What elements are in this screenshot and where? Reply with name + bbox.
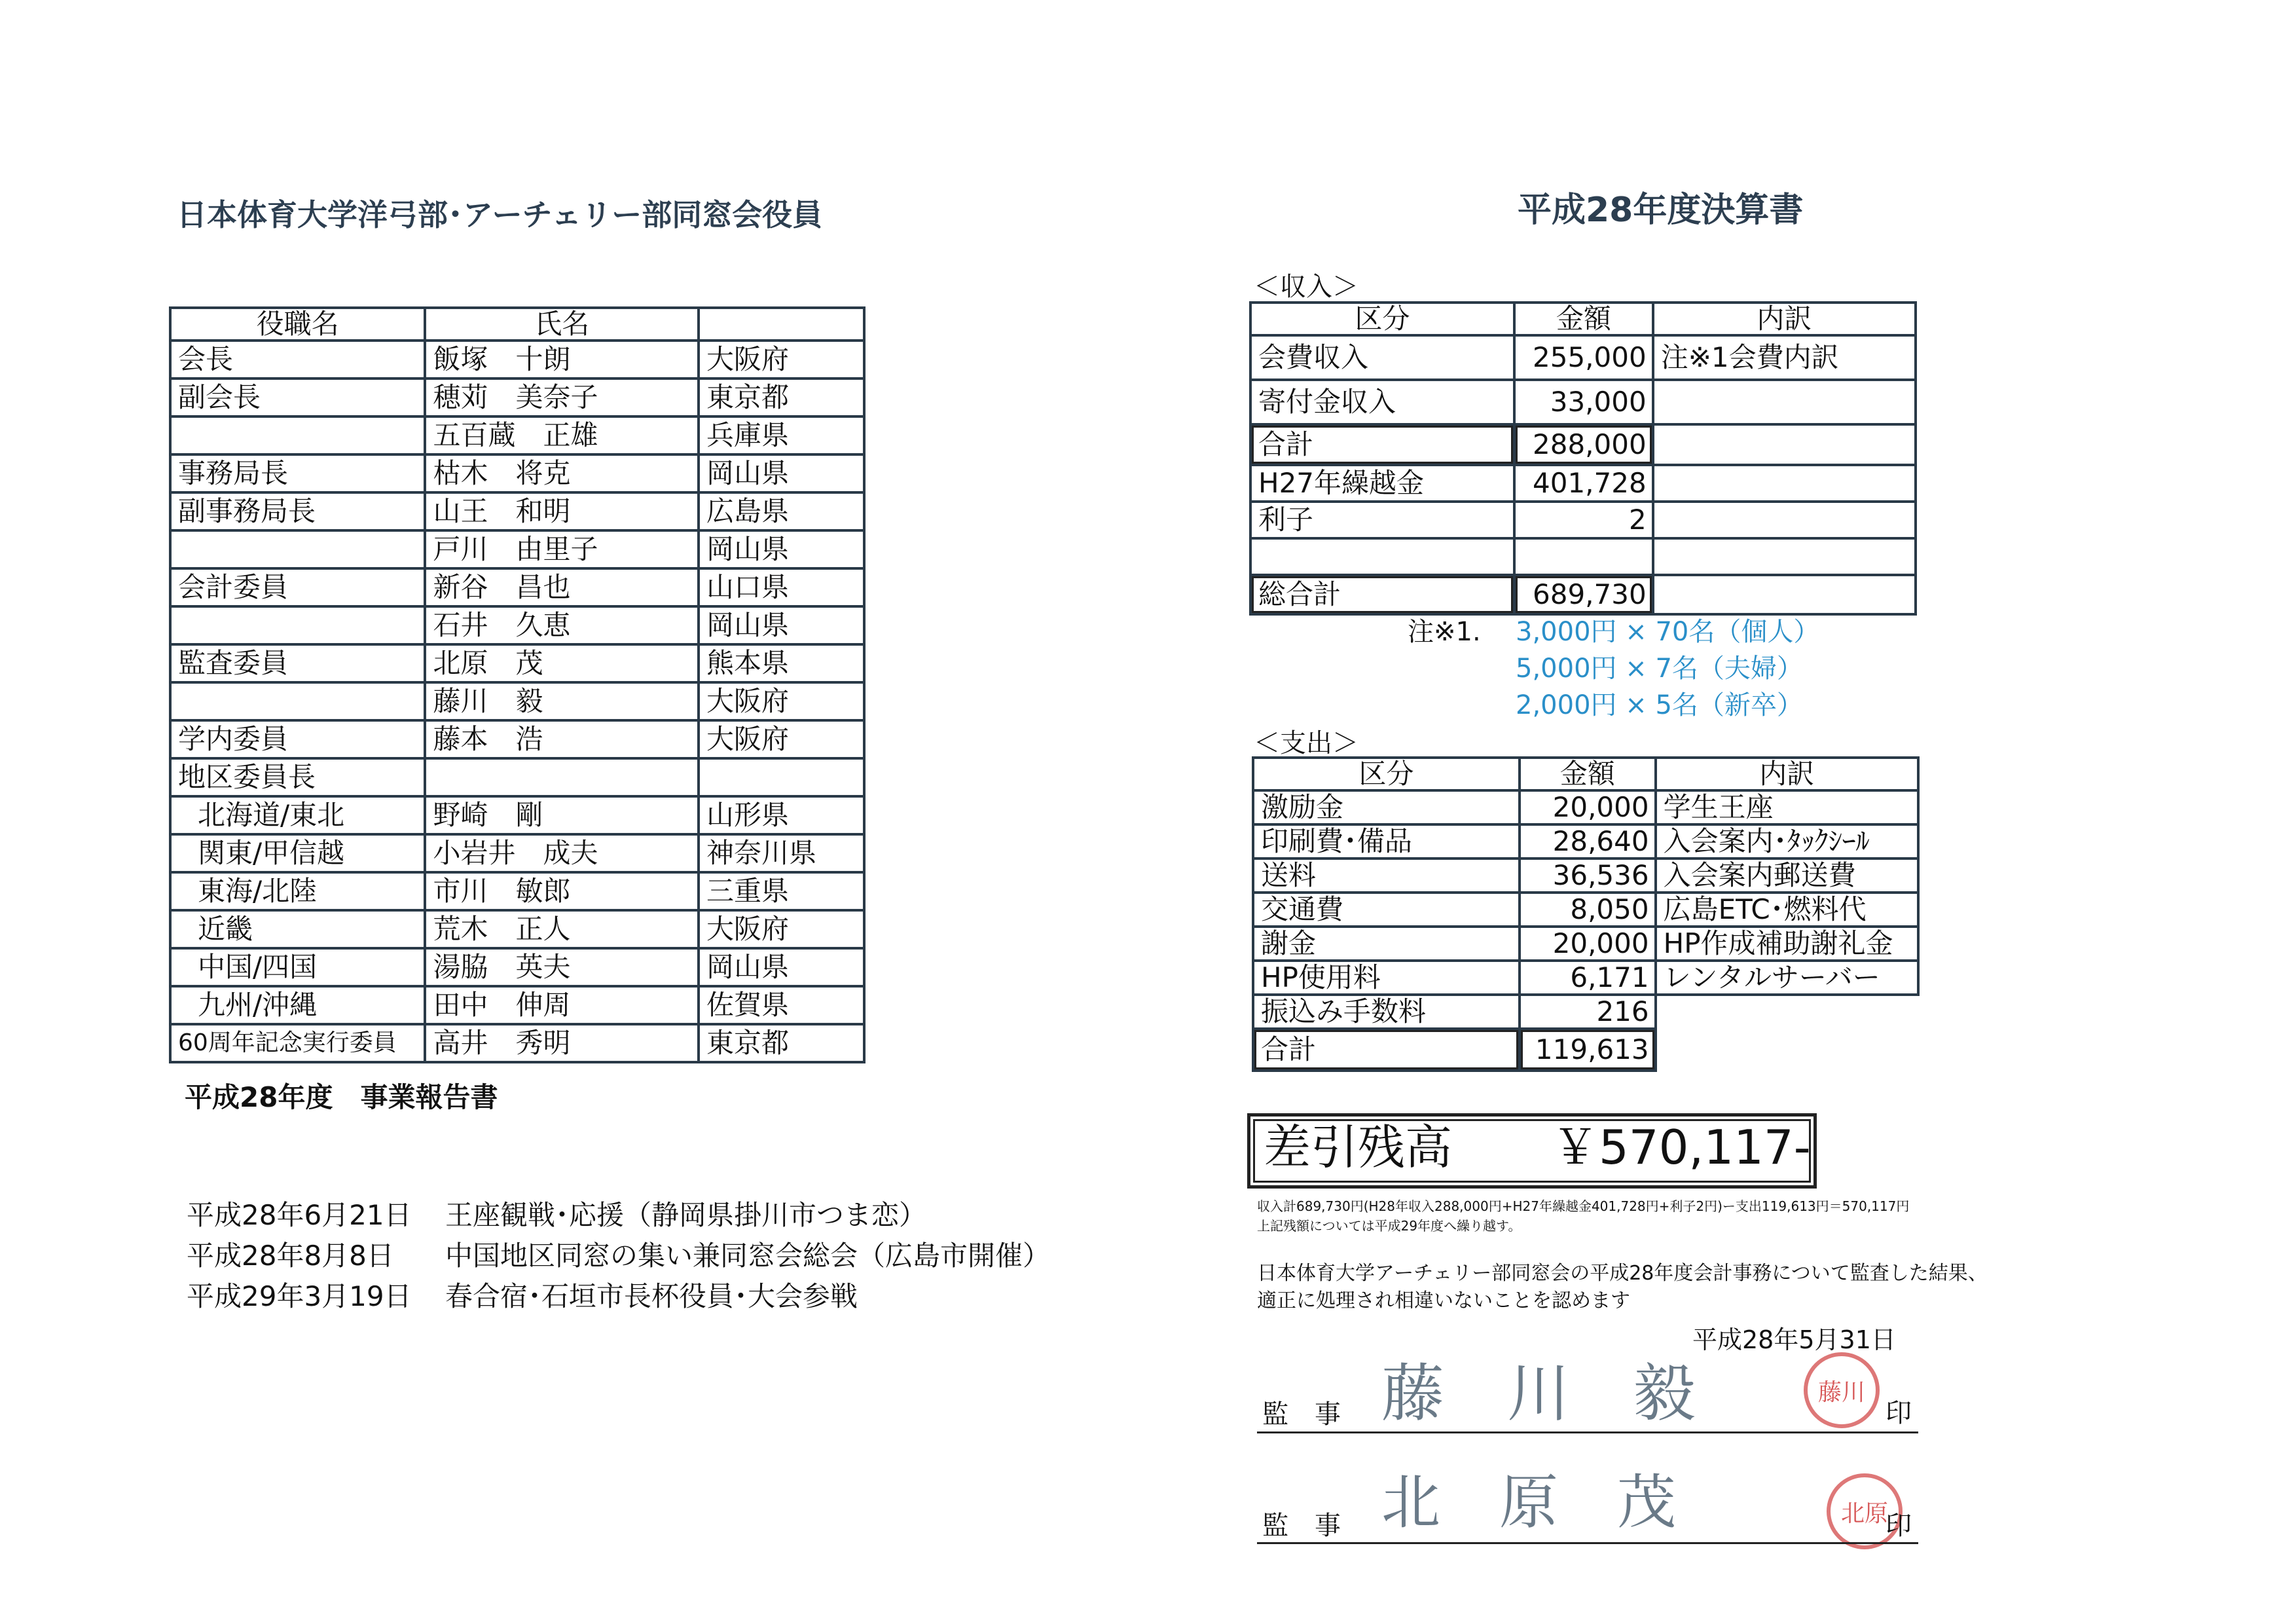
name-header: 氏名 [425,308,699,341]
category-header: 区分 [1253,758,1520,790]
report-title: 平成28年度 事業報告書 [185,1081,498,1113]
breakdown-cell [1656,1029,1918,1071]
auditor-1-seal-mark: 印 [1886,1398,1912,1428]
note-label: 注※1. [1408,617,1481,647]
name-cell: 戸川 由里子 [425,530,699,568]
breakdown-cell [1653,575,1916,614]
position-cell: 60周年記念実行委員 [170,1024,425,1062]
position-cell: 事務局長 [170,454,425,492]
name-cell: 新谷 昌也 [425,568,699,606]
auditor-2-signature: 北 原 茂 [1381,1468,1676,1537]
position-cell: 学内委員 [170,720,425,758]
region-cell: 大阪府 [699,682,864,720]
category-cell: 印刷費･備品 [1253,824,1520,858]
amount-cell: 20,000 [1520,790,1656,824]
position-cell [170,606,425,644]
region-cell: 神奈川県 [699,834,864,872]
balance-note-2: 上記残額については平成29年度へ繰り越す。 [1257,1218,1522,1234]
name-cell: 荒木 正人 [425,910,699,948]
region-cell: 大阪府 [699,720,864,758]
position-cell: 監査委員 [170,644,425,682]
officers-table [169,306,866,1063]
amount-header: 金額 [1514,303,1653,335]
region-cell: 広島県 [699,492,864,530]
name-cell: 小岩井 成夫 [425,834,699,872]
table-row [1250,502,1916,538]
position-cell: 近畿 [170,910,425,948]
amount-cell: 33,000 [1514,380,1653,424]
region-cell [699,758,864,796]
auditor-1-line [1257,1431,1918,1433]
breakdown-cell [1653,380,1916,424]
table-row [170,378,864,416]
region-header [699,308,864,341]
category-cell: 振込み手数料 [1253,995,1520,1029]
category-cell: 合計 [1250,424,1514,465]
category-cell: 会費収入 [1250,335,1514,380]
amount-cell: 255,000 [1514,335,1653,380]
table-row [170,796,864,834]
position-cell [170,416,425,454]
region-cell: 大阪府 [699,910,864,948]
amount-cell: 689,730 [1514,575,1653,614]
settlement-title: 平成28年度決算書 [1518,191,1804,230]
category-cell: 交通費 [1253,893,1520,927]
table-row [1250,424,1916,465]
region-cell: 岡山県 [699,454,864,492]
breakdown-cell: 広島ETC･燃料代 [1656,893,1918,927]
name-cell: 市川 敏郎 [425,872,699,910]
event-date: 平成28年8月8日 [187,1240,394,1272]
table-row [1250,380,1916,424]
table-row [1250,538,1916,575]
region-cell: 三重県 [699,872,864,910]
auditor-2-seal: 北原 [1827,1473,1903,1549]
amount-cell: 119,613 [1520,1029,1656,1071]
table-row [1250,575,1916,614]
officers-title: 日本体育大学洋弓部･アーチェリー部同窓会役員 [177,197,823,232]
table-row [170,606,864,644]
amount-cell: 2 [1514,502,1653,538]
auditor-2-label: 監 事 [1262,1511,1341,1541]
event-description: 春合宿･石垣市長杯役員･大会参戦 [445,1280,858,1312]
auditor-1-seal: 藤川 [1804,1352,1880,1428]
table-row [170,910,864,948]
region-cell: 山口県 [699,568,864,606]
position-cell: 九州/沖縄 [170,986,425,1024]
name-cell: 五百蔵 正雄 [425,416,699,454]
region-cell: 大阪府 [699,341,864,378]
event-description: 中国地区同窓の集い兼同窓会総会（広島市開催） [445,1240,1051,1272]
breakdown-header: 内訳 [1653,303,1916,335]
table-row [1253,893,1918,927]
table-row [170,720,864,758]
table-row [170,834,864,872]
breakdown-cell [1653,502,1916,538]
table-row [1250,335,1916,380]
table-row [170,758,864,796]
auditor-2-line [1257,1542,1918,1544]
region-cell: 岡山県 [699,606,864,644]
auditor-1-signature: 藤 川 毅 [1381,1357,1696,1430]
table-row [170,682,864,720]
table-row [1253,961,1918,995]
table-row [170,530,864,568]
balance-label: 差引残高 [1264,1120,1453,1175]
table-header-row [1250,303,1916,335]
income-label: ＜収入＞ [1254,272,1358,302]
name-cell: 石井 久恵 [425,606,699,644]
table-header-row [1253,758,1918,790]
table-row [170,644,864,682]
table-row [170,986,864,1024]
audit-statement-1: 日本体育大学アーチェリー部同窓会の平成28年度会計事務について監査した結果、 [1257,1262,1988,1285]
category-cell: 総合計 [1250,575,1514,614]
breakdown-cell: 注※1会費内訳 [1653,335,1916,380]
table-row [170,454,864,492]
amount-cell: 288,000 [1514,424,1653,465]
name-cell: 北原 茂 [425,644,699,682]
region-cell: 兵庫県 [699,416,864,454]
breakdown-cell [1653,465,1916,502]
table-row [170,1024,864,1062]
fee-breakdown-line: 5,000円 × 7名（夫婦） [1516,654,1803,684]
amount-cell: 8,050 [1520,893,1656,927]
category-cell [1250,538,1514,575]
name-cell [425,758,699,796]
region-cell: 山形県 [699,796,864,834]
table-row [170,492,864,530]
expense-label: ＜支出＞ [1254,728,1358,758]
event-description: 王座観戦･応援（静岡県掛川市つま恋） [445,1199,927,1231]
name-cell: 飯塚 十朗 [425,341,699,378]
table-row [170,872,864,910]
name-cell: 藤川 毅 [425,682,699,720]
category-cell: 合計 [1253,1029,1520,1071]
category-header: 区分 [1250,303,1514,335]
fee-breakdown-line: 3,000円 × 70名（個人） [1516,617,1820,647]
table-row [1250,465,1916,502]
breakdown-cell [1653,538,1916,575]
position-cell: 北海道/東北 [170,796,425,834]
breakdown-cell: 入会案内･ﾀｯｸｼｰﾙ [1656,824,1918,858]
table-row [1253,790,1918,824]
auditor-2-seal-mark: 印 [1886,1511,1912,1541]
category-cell: 利子 [1250,502,1514,538]
table-row [170,948,864,986]
name-cell: 山王 和明 [425,492,699,530]
region-cell: 佐賀県 [699,986,864,1024]
region-cell: 東京都 [699,378,864,416]
category-cell: 寄付金収入 [1250,380,1514,424]
table-row [1253,824,1918,858]
name-cell: 枯木 将克 [425,454,699,492]
table-row [1253,1029,1918,1071]
amount-cell: 28,640 [1520,824,1656,858]
position-cell: 東海/北陸 [170,872,425,910]
amount-cell: 36,536 [1520,858,1656,893]
region-cell: 東京都 [699,1024,864,1062]
auditor-1-label: 監 事 [1262,1399,1341,1430]
position-cell: 地区委員長 [170,758,425,796]
amount-header: 金額 [1520,758,1656,790]
position-cell: 会長 [170,341,425,378]
amount-cell: 6,171 [1520,961,1656,995]
table-row [170,416,864,454]
amount-cell [1514,538,1653,575]
category-cell: 激励金 [1253,790,1520,824]
table-row [170,568,864,606]
position-cell [170,682,425,720]
breakdown-cell: 学生王座 [1656,790,1918,824]
position-cell: 中国/四国 [170,948,425,986]
region-cell: 岡山県 [699,530,864,568]
breakdown-cell: レンタルサーバー [1656,961,1918,995]
amount-cell: 216 [1520,995,1656,1029]
name-cell: 湯脇 英夫 [425,948,699,986]
position-cell: 副事務局長 [170,492,425,530]
audit-date: 平成28年5月31日 [1692,1325,1896,1354]
name-cell: 高井 秀明 [425,1024,699,1062]
breakdown-header: 内訳 [1656,758,1918,790]
breakdown-cell [1656,995,1918,1029]
table-row [1253,995,1918,1029]
category-cell: 送料 [1253,858,1520,893]
region-cell: 岡山県 [699,948,864,986]
position-cell [170,530,425,568]
table-row [170,341,864,378]
expense-table [1252,756,1920,1072]
category-cell: HP使用料 [1253,961,1520,995]
name-cell: 野崎 剛 [425,796,699,834]
position-cell: 会計委員 [170,568,425,606]
position-header: 役職名 [170,308,425,341]
position-cell: 関東/甲信越 [170,834,425,872]
amount-cell: 20,000 [1520,927,1656,961]
category-cell: 謝金 [1253,927,1520,961]
audit-statement-2: 適正に処理され相違いないことを認めます [1257,1289,1630,1312]
table-row [1253,858,1918,893]
name-cell: 穂苅 美奈子 [425,378,699,416]
position-cell: 副会長 [170,378,425,416]
table-row [1253,927,1918,961]
event-date: 平成29年3月19日 [187,1280,412,1312]
income-table [1249,301,1917,616]
name-cell: 田中 伸周 [425,986,699,1024]
breakdown-cell [1653,424,1916,465]
event-date: 平成28年6月21日 [187,1199,412,1231]
breakdown-cell: HP作成補助謝礼金 [1656,927,1918,961]
fee-breakdown-line: 2,000円 × 5名（新卒） [1516,690,1803,720]
amount-cell: 401,728 [1514,465,1653,502]
balance-note-1: 収入計689,730円(H28年収入288,000円+H27年繰越金401,728円+利子2円)ー支出119,613円＝570,117円 [1257,1198,1910,1214]
category-cell: H27年繰越金 [1250,465,1514,502]
name-cell: 藤本 浩 [425,720,699,758]
region-cell: 熊本県 [699,644,864,682]
balance-value: ￥570,117- [1552,1120,1811,1175]
breakdown-cell: 入会案内郵送費 [1656,858,1918,893]
table-header-row [170,308,864,341]
